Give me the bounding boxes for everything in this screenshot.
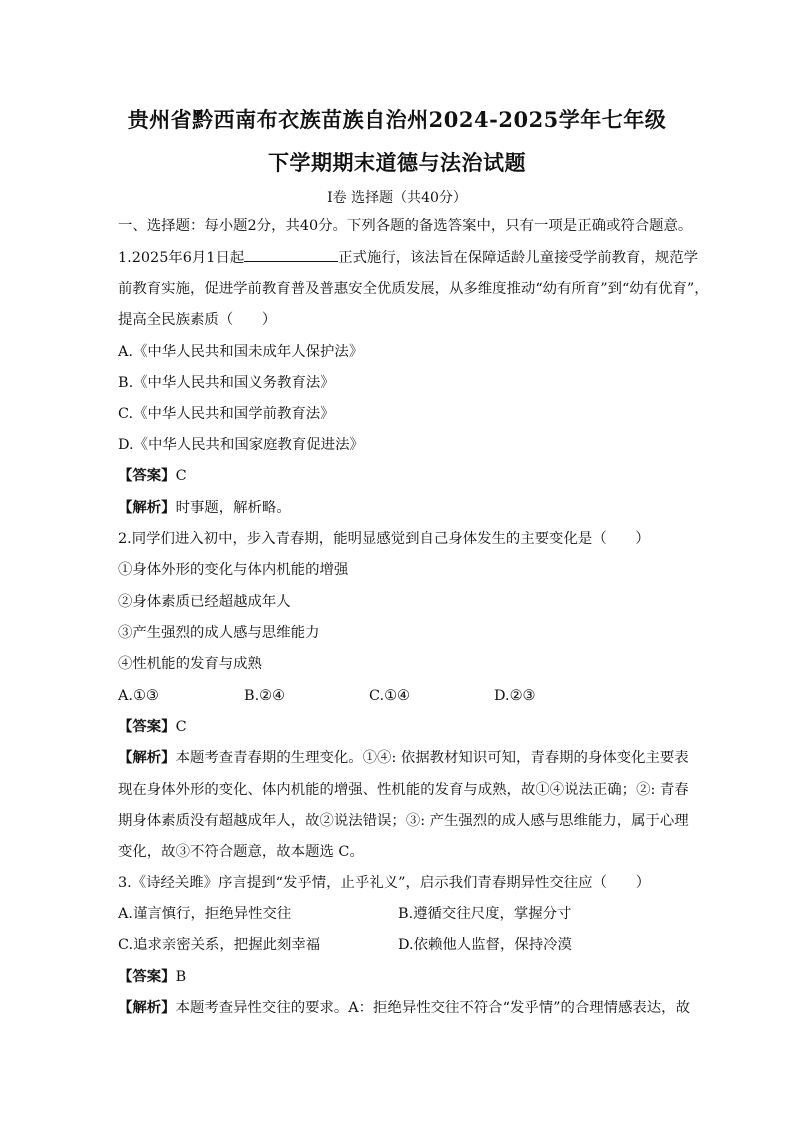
document-title-line2: 下学期期末道德与法治试题: [268, 150, 526, 175]
q2-analysis-line1: [118, 748, 689, 768]
q3-option-a: A.谨言慎行，拒绝异性交往: [118, 906, 292, 922]
answer-tag: 【答案】: [118, 467, 176, 484]
q1-fill-blank: [244, 247, 338, 262]
q1-answer-value: C: [175, 468, 187, 484]
q3-option-b: B.遵循交往尺度，掌握分寸: [398, 906, 572, 922]
answer-tag: 【答案】: [118, 968, 176, 985]
q1-stem-line1: [118, 247, 698, 268]
instruction-text: 一、选择题：每小题2分，共40分。下列各题的备选答案中，只有一项是正确或符合题意。: [118, 218, 693, 234]
q1-analysis: [118, 498, 291, 518]
q3-stem: 3.《诗经关雎》序言提到“发乎情，止乎礼义”，启示我们青春期异性交往应（ ）: [118, 875, 651, 891]
q2-analysis-line4: 变化，故③不符合题意，故本题选 C。: [118, 844, 364, 860]
q2-stem: 2.同学们进入初中，步入青春期，能明显感觉到自己身体发生的主要变化是（ ）: [118, 531, 650, 547]
analysis-tag: 【解析】: [118, 749, 176, 766]
analysis-tag: 【解析】: [118, 499, 176, 516]
q3-analysis-text-1: 本题考查异性交往的要求。A：拒绝异性交往不符合“发乎情”的合理情感表达，故: [175, 1000, 690, 1016]
q2-answer: [118, 717, 187, 737]
answer-tag: 【答案】: [118, 718, 176, 735]
q2-option-c: C.①④: [369, 688, 410, 704]
q3-analysis-line1: [118, 998, 690, 1018]
q3-option-c: C.追求亲密关系，把握此刻幸福: [118, 937, 321, 953]
q2-statement-4: ④性机能的发育与成熟: [118, 656, 262, 672]
q2-statement-3: ③产生强烈的成人感与思维能力: [118, 625, 320, 641]
q1-option-c: C.《中华人民共和国学前教育法》: [118, 406, 335, 422]
q2-option-d: D.②③: [494, 688, 536, 704]
q3-answer-value: B: [175, 969, 187, 985]
q1-option-b: B.《中华人民共和国义务教育法》: [118, 375, 335, 391]
q3-option-d: D.依赖他人监督，保持冷漠: [398, 937, 572, 953]
q1-analysis-text: 时事题，解析略。: [175, 500, 291, 516]
q1-option-d: D.《中华人民共和国家庭教育促进法》: [118, 437, 364, 453]
q3-answer: [118, 967, 186, 987]
analysis-tag: 【解析】: [118, 999, 176, 1016]
q1-stem-line3: 提高全民族素质（ ）: [118, 312, 277, 328]
q2-option-b: B.②④: [244, 688, 285, 704]
q2-statement-2: ②身体素质已经超越成年人: [118, 594, 291, 610]
q2-analysis-text-1: 本题考查青春期的生理变化。①④: 依据教材知识可知，青春期的身体变化主要表: [175, 750, 689, 766]
document-title-line1: 贵州省黔西南布衣族苗族自治州2024-2025学年七年级: [127, 107, 667, 132]
q2-answer-value: C: [175, 719, 187, 735]
q1-stem-after-blank: 正式施行，该法旨在保障适龄儿童接受学前教育，规范学: [338, 250, 699, 266]
section-heading: I卷 选择题（共40分）: [327, 190, 467, 206]
q1-option-a: A.《中华人民共和国未成年人保护法》: [118, 344, 364, 360]
q1-answer: [118, 466, 187, 486]
q1-stem-before-blank: 1.2025年6月1日起: [118, 250, 245, 266]
q2-option-a: A.①③: [118, 688, 159, 704]
q2-analysis-line2: 现在身体外形的变化、体内机能的增强、性机能的发育与成熟，故①④说法正确；②: 青春: [118, 782, 689, 798]
q1-stem-line2: 前教育实施，促进学前教育普及普惠安全优质发展，从多维度推动“幼有所育”到“幼有优育”，: [118, 281, 709, 297]
q2-statement-1: ①身体外形的变化与体内机能的增强: [118, 562, 349, 578]
q2-analysis-line3: 期身体素质没有超越成年人，故②说法错误；③: 产生强烈的成人感与思维能力，属于心理: [118, 813, 689, 829]
